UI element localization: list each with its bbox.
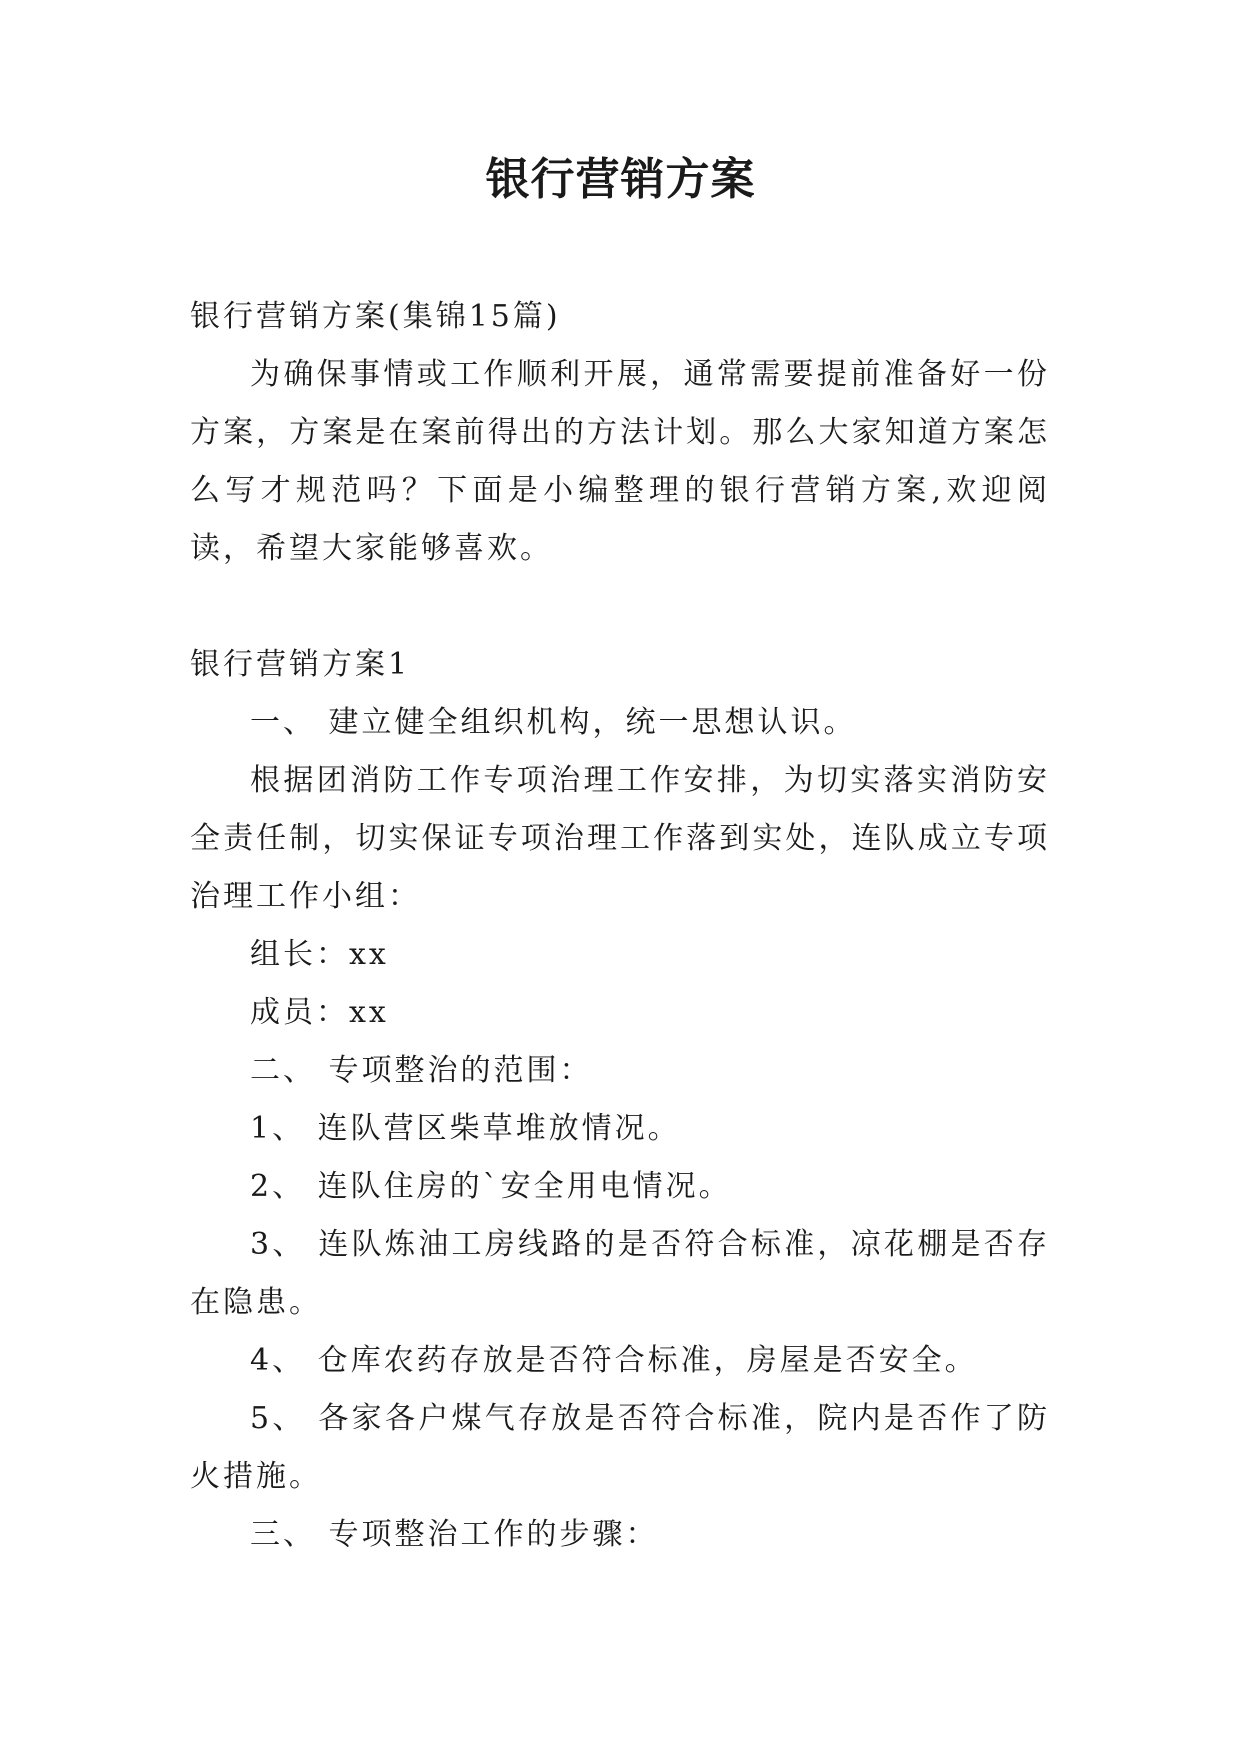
list-item: 5、 各家各户煤气存放是否符合标准，院内是否作了防火措施。 (190, 1401, 1050, 1494)
list-item: 2、 连队住房的`安全用电情况。 (250, 1169, 732, 1204)
paragraph: 组长：xx (250, 937, 389, 972)
document-title: 银行营销方案 (485, 154, 756, 205)
paragraph: 成员：xx (250, 995, 389, 1030)
paragraph: 二、 专项整治的范围： (250, 1053, 593, 1088)
paragraph: 根据团消防工作专项治理工作安排，为切实落实消防安全责任制，切实保证专项治理工作落到实处，连队成立专项治理工作小组： (190, 763, 1050, 914)
list-item: 3、 连队炼油工房线路的是否符合标准，凉花棚是否存在隐患。 (190, 1227, 1050, 1320)
section-heading: 银行营销方案1 (190, 647, 411, 682)
document-body (190, 288, 1050, 1564)
intro-paragraph: 为确保事情或工作顺利开展，通常需要提前准备好一份方案，方案是在案前得出的方法计划。那么大家知道方案怎么写才规范吗？下面是小编整理的银行营销方案,欢迎阅读，希望大家能够喜欢。 (190, 357, 1050, 566)
list-item: 1、 连队营区柴草堆放情况。 (250, 1111, 681, 1146)
paragraph: 一、 建立健全组织机构，统一思想认识。 (250, 705, 857, 740)
list-item: 4、 仓库农药存放是否符合标准，房屋是否安全。 (250, 1343, 978, 1378)
paragraph-spacer (190, 578, 1050, 636)
document-subtitle: 银行营销方案(集锦15篇) (190, 299, 561, 334)
paragraph: 三、 专项整治工作的步骤： (250, 1517, 659, 1552)
